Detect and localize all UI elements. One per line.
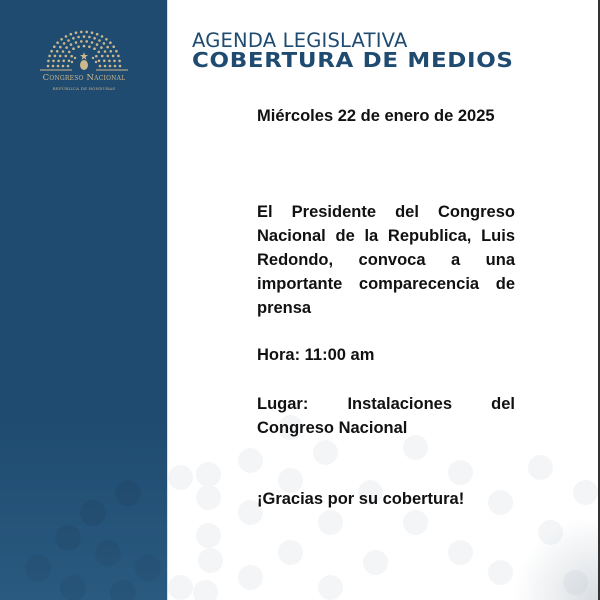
sidebar-panel: [0, 0, 167, 600]
announcement-text: El Presidente del Congreso Nacional de la Republica, Luis Redondo, convoca a una importante comparecencia de prensa: [257, 203, 515, 317]
congress-hemicycle-emblem-icon: [28, 26, 140, 74]
logo-title: Congreso Nacional: [42, 73, 126, 83]
header-agenda-legislativa: AGENDA LEGISLATIVA: [192, 29, 408, 52]
event-date: Miércoles 22 de enero de 2025: [257, 107, 495, 125]
corner-shadow: [508, 520, 598, 600]
closing-message: ¡Gracias por su cobertura!: [257, 490, 465, 508]
event-place: Lugar: Instalaciones del Congreso Nacional: [257, 395, 515, 437]
congreso-nacional-logo: [28, 26, 140, 96]
event-time: Hora: 11:00 am: [257, 346, 375, 364]
header-cobertura-de-medios: COBERTURA DE MEDIOS: [192, 48, 514, 72]
logo-subtitle: REPÚBLICA DE HONDURAS: [52, 86, 116, 91]
